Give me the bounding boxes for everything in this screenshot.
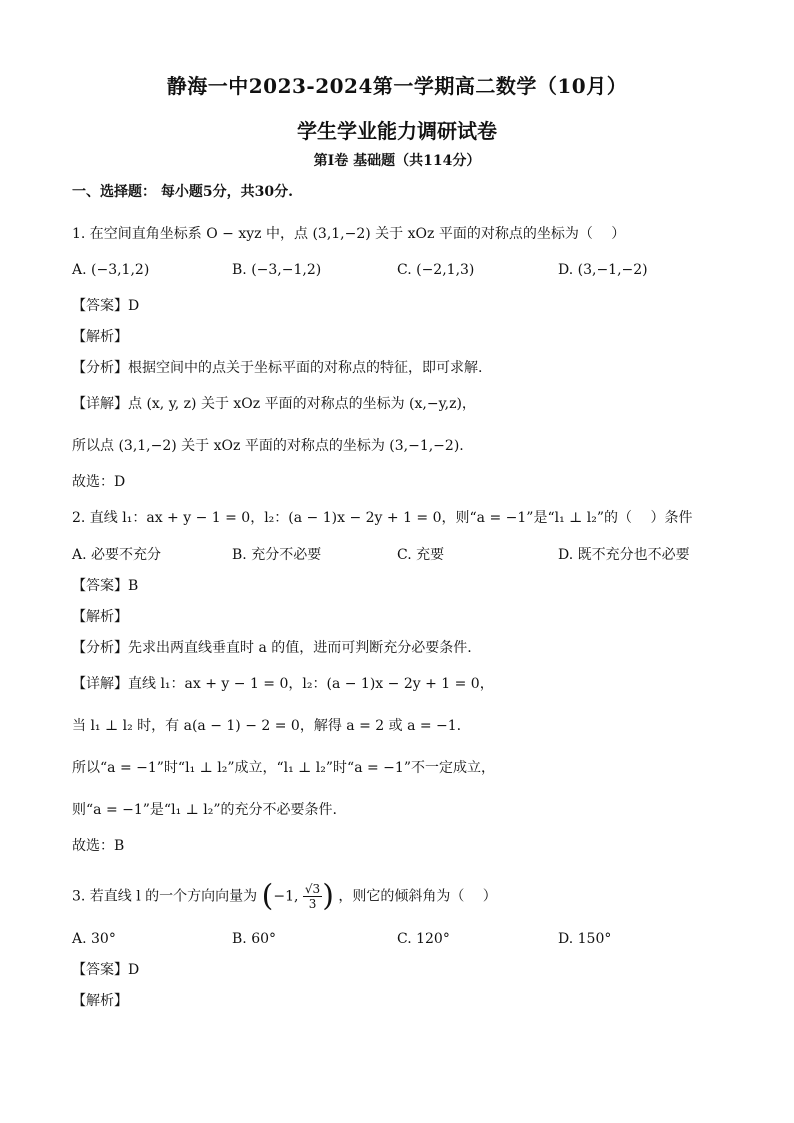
- fraction-numerator: √3: [304, 882, 321, 896]
- q3-stem-post: ，则它的倾斜角为（ ）: [338, 888, 497, 905]
- left-paren: (: [261, 878, 274, 914]
- q1-stem: 1. 在空间直角坐标系 O − xyz 中，点 (3,1,−2) 关于 xOz 平面的对称点的坐标为（ ）: [72, 226, 626, 242]
- q2-when: 当 l₁ ⊥ l₂ 时，有 a(a − 1) − 2 = 0，解得 a = 2 或 a = −1.: [72, 718, 462, 734]
- q3-option-a: A. 30°: [72, 931, 116, 947]
- q1-option-b: B. (−3,−1,2): [232, 262, 322, 278]
- right-paren: ): [322, 878, 334, 914]
- q2-stem: 2. 直线 l₁：ax + y − 1 = 0，l₂：(a − 1)x − 2y + 1 = 0，则“a = −1”是“l₁ ⊥ l₂”的（ ）条件: [72, 510, 693, 526]
- q1-option-a: A. (−3,1,2): [72, 262, 150, 278]
- q2-option-d: D. 既不充分也不必要: [558, 547, 690, 563]
- q1-conclusion: 所以点 (3,1,−2) 关于 xOz 平面的对称点的坐标为 (3,−1,−2).: [72, 438, 464, 454]
- q1-choose: 故选：D: [72, 474, 126, 490]
- q1-xiangjie: 【详解】点 (x, y, z) 关于 xOz 平面的对称点的坐标为 (x,−y,z)，: [72, 396, 476, 412]
- q2-so: 所以“a = −1”时“l₁ ⊥ l₂”成立，“l₁ ⊥ l₂”时“a = −1”不一定成立，: [72, 760, 495, 776]
- q3-option-b: B. 60°: [232, 931, 277, 947]
- q1-fenxi: 【分析】根据空间中的点关于坐标平面的对称点的特征，即可求解.: [72, 360, 483, 376]
- q1-option-c: C. (−2,1,3): [397, 262, 475, 278]
- q1-analysis-tag: 【解析】: [72, 329, 128, 345]
- part-heading: 一、选择题： 每小题5分，共30分.: [72, 184, 293, 200]
- q1-option-d: D. (3,−1,−2): [558, 262, 648, 278]
- q2-fenxi: 【分析】先求出两直线垂直时 a 的值，进而可判断充分必要条件.: [72, 640, 472, 656]
- q2-option-b: B. 充分不必要: [232, 547, 322, 563]
- q2-then: 则“a = −1”是“l₁ ⊥ l₂”的充分不必要条件.: [72, 802, 337, 818]
- q2-xiangjie: 【详解】直线 l₁：ax + y − 1 = 0，l₂：(a − 1)x − 2y + 1 = 0，: [72, 676, 494, 692]
- q2-answer: 【答案】B: [72, 578, 139, 594]
- q3-option-c: C. 120°: [397, 931, 450, 947]
- q3-vector-first: −1,: [273, 888, 299, 905]
- document-subtitle: 学生学业能力调研试卷: [297, 119, 497, 143]
- fraction-denominator: 3: [308, 897, 317, 911]
- q2-option-c: C. 充要: [397, 547, 445, 563]
- q3-stem: [72, 878, 497, 914]
- q2-choose: 故选：B: [72, 838, 125, 854]
- q3-option-d: D. 150°: [558, 931, 612, 947]
- q2-analysis-tag: 【解析】: [72, 609, 128, 625]
- q3-vector-fraction: [303, 882, 322, 911]
- section-heading: 第Ⅰ卷 基础题（共114分）: [313, 153, 481, 169]
- q3-stem-pre: 3. 若直线 l 的一个方向向量为: [72, 888, 258, 905]
- document-title: 静海一中2023-2024第一学期高二数学（10月）: [166, 74, 628, 98]
- q2-option-a: A. 必要不充分: [72, 547, 162, 563]
- q3-analysis-tag: 【解析】: [72, 993, 128, 1009]
- q1-answer: 【答案】D: [72, 298, 140, 314]
- q3-answer: 【答案】D: [72, 962, 140, 978]
